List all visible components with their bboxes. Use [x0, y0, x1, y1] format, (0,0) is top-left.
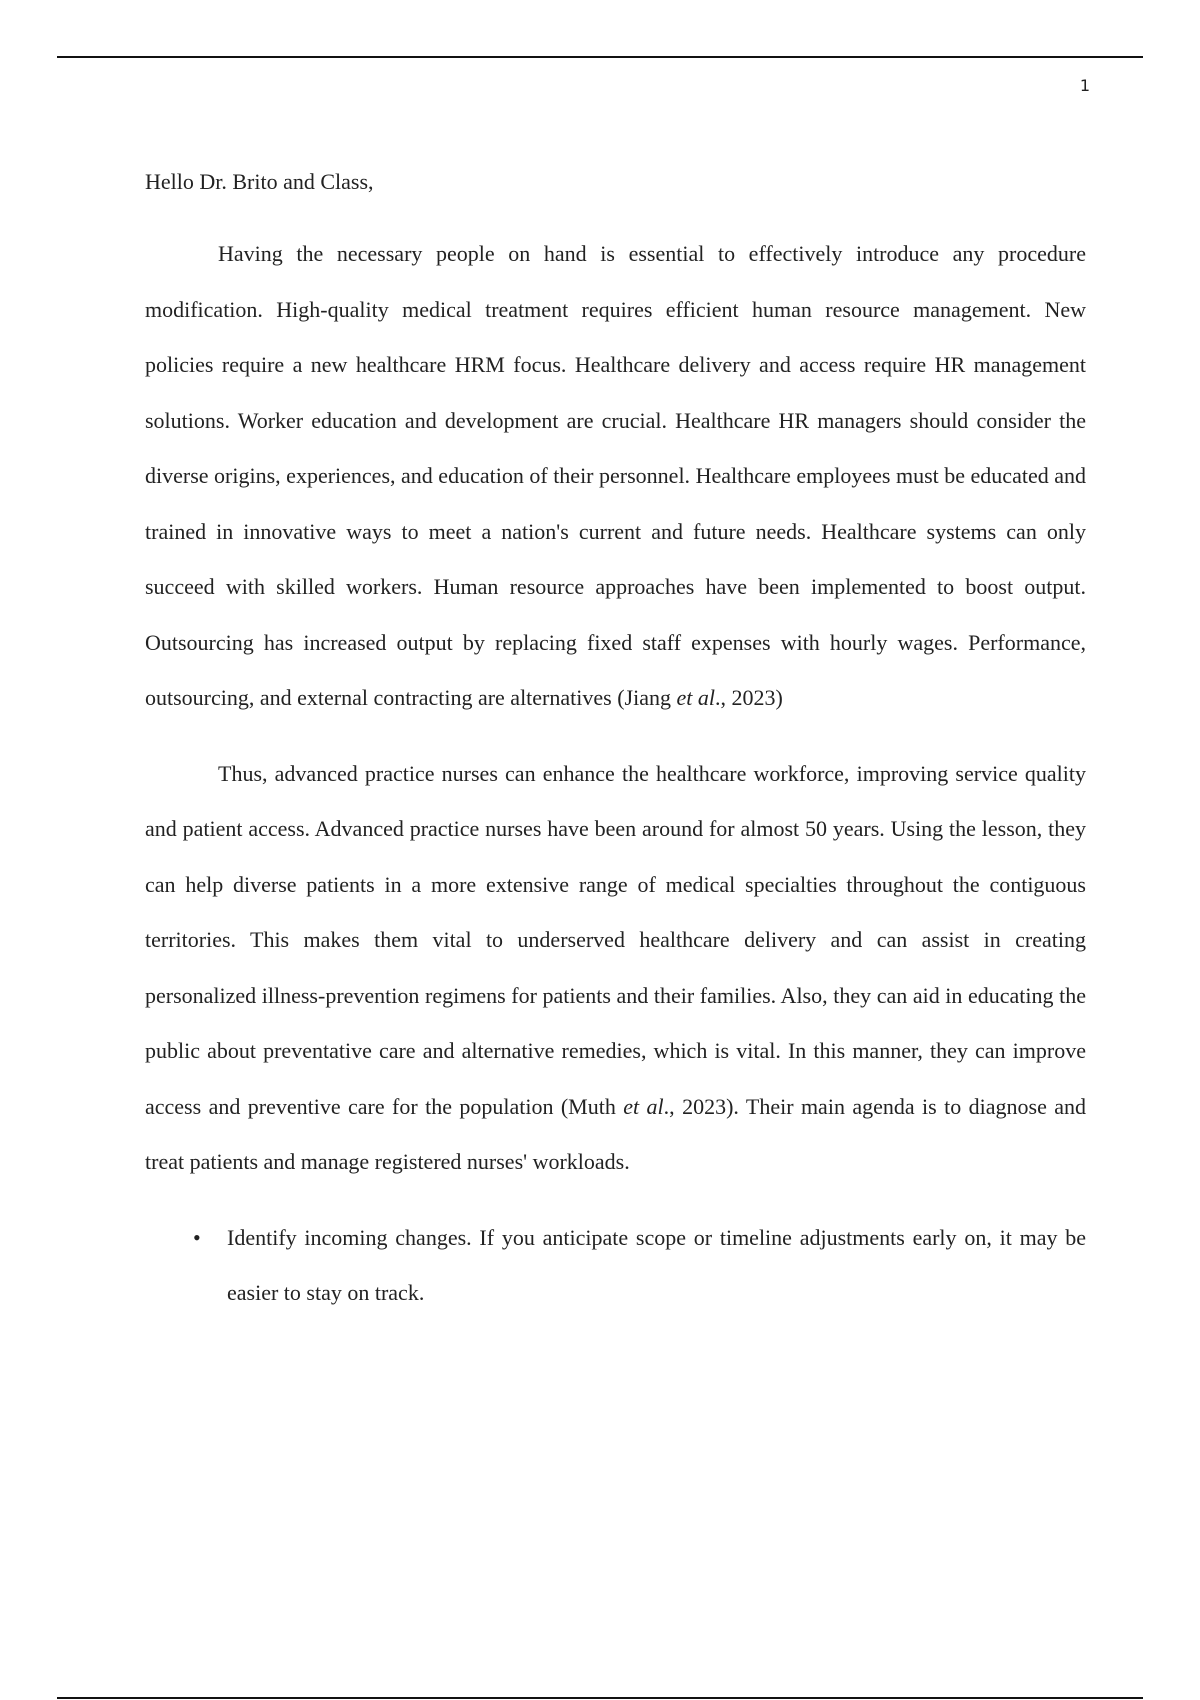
- bullet-text: Identify incoming changes. If you anticipate scope or timeline adjustments early on, it may be easier to stay on track.: [227, 1224, 1086, 1305]
- paragraph-1: [145, 226, 1086, 726]
- paragraph-2-citation-tail: ., 2023). Their main agenda is to diagnose and treat patients and manage registered nurses' workloads.: [145, 1093, 1086, 1174]
- bullet-marker: •: [193, 1224, 201, 1250]
- footer-rule: [57, 1697, 1143, 1699]
- header-rule: [57, 56, 1143, 58]
- paragraph-1-text: Having the necessary people on hand is essential to effectively introduce any procedure modification. High-quality medical treatment requires efficient human resource management. New policies require a new healthcare HRM focus. Healthcare delivery and access require HR management solutions. Worker education and development are crucial. Healthcare HR managers should consider the diverse origins, experiences, and education of their personnel. Healthcare employees must be educated and trained in innovative ways to meet a nation's current and future needs. Healthcare systems can only succeed with skilled workers. Human resource approaches have been implemented to boost output. Outsourcing has increased output by replacing fixed staff expenses with hourly wages. Performance, outsourcing, and external contracting are alternatives (Jiang: [145, 241, 1086, 710]
- paragraph-1-citation-tail: ., 2023): [714, 685, 783, 710]
- paragraph-2-citation-em: et al: [623, 1093, 664, 1119]
- paragraph-2-text: Thus, advanced practice nurses can enhance the healthcare workforce, improving service quality and patient access. Advanced practice nurses have been around for almost 50 years. Using the lesson, they can help diverse patients in a more extensive range of medical specialties throughout the contiguous territories. This makes them vital to underserved healthcare delivery and can assist in creating personalized illness-prevention regimens for patients and their families. Also, they can aid in educating the public about preventative care and alternative remedies, which is vital. In this manner, they can improve access and preventive care for the population (Muth: [145, 760, 1086, 1119]
- document-body: [145, 158, 1086, 1321]
- paragraph-1-citation-em: et al: [676, 685, 715, 710]
- bullet-item: [145, 1210, 1086, 1321]
- paragraph-2: [145, 746, 1086, 1190]
- bullet-list: [145, 1210, 1086, 1321]
- greeting: Hello Dr. Brito and Class,: [145, 169, 374, 194]
- page-number: 1: [1079, 76, 1090, 95]
